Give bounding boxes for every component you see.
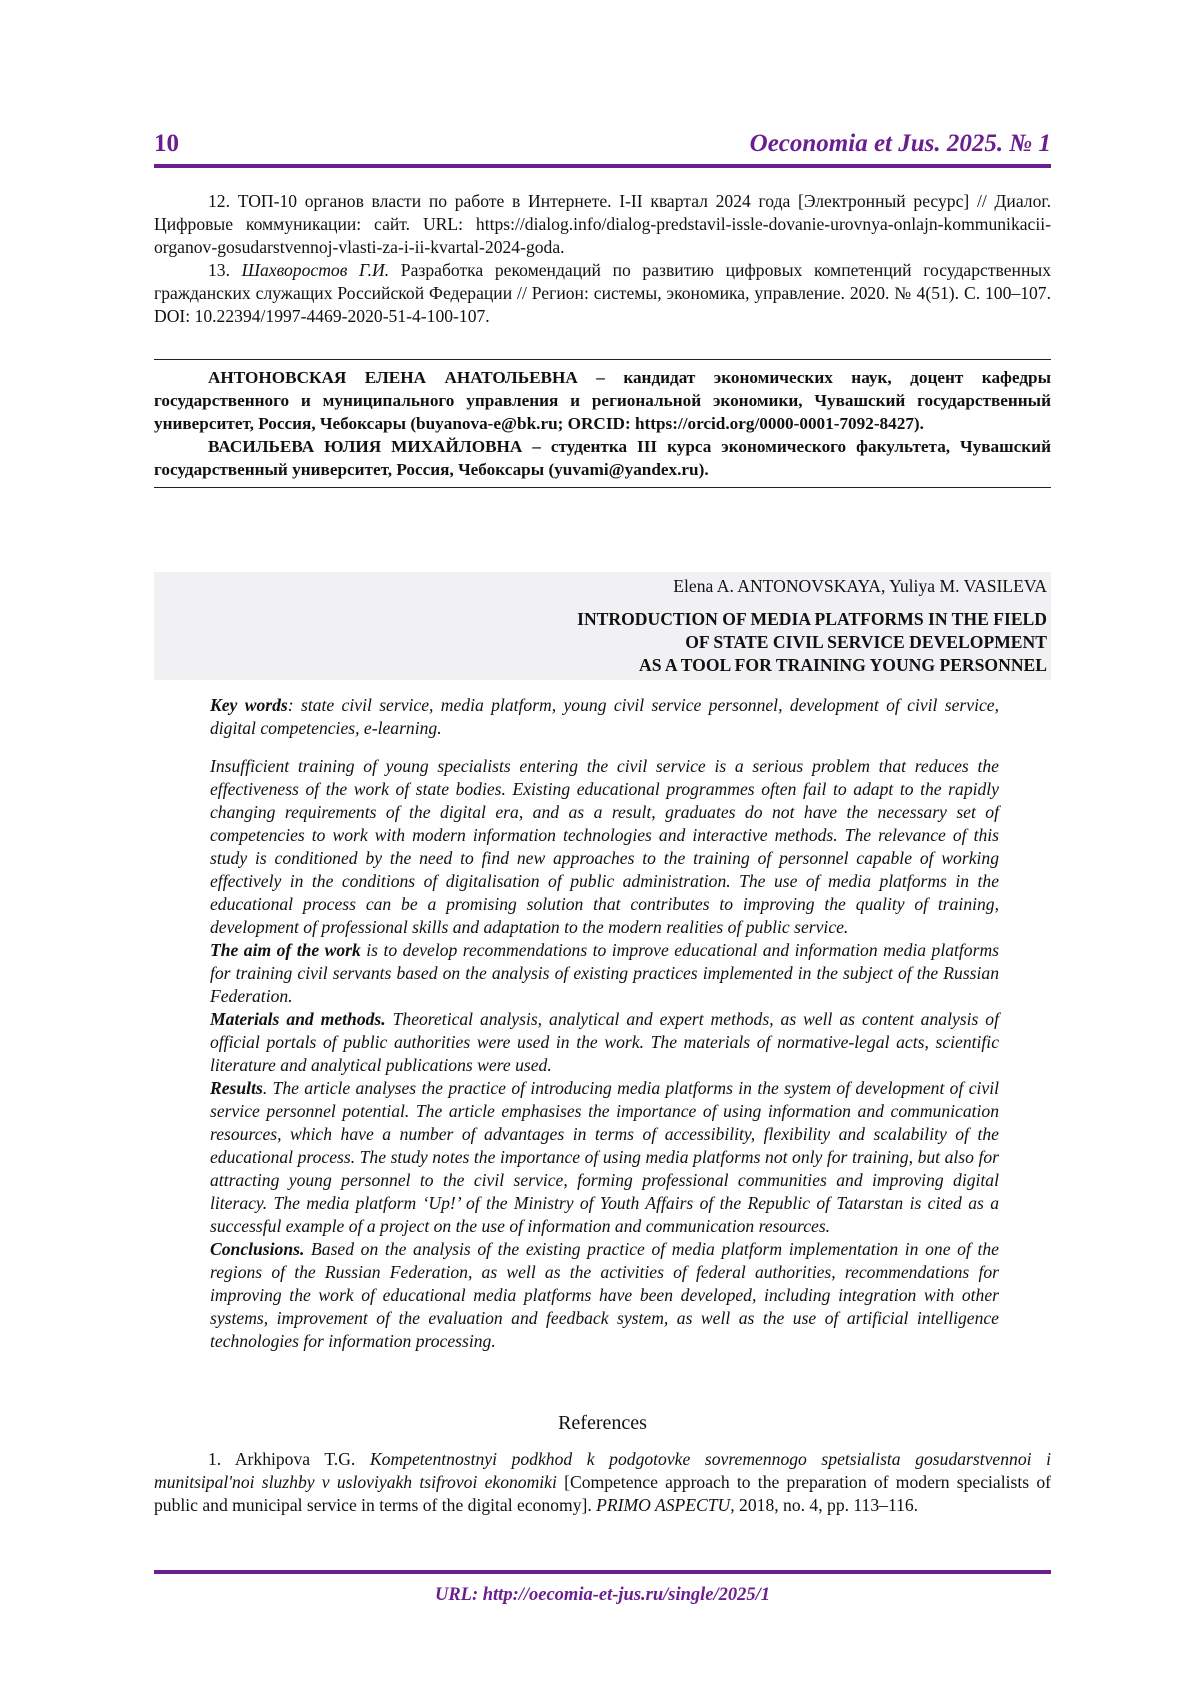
references-continued [154,190,1051,328]
title-line: AS A TOOL FOR TRAINING YOUNG PERSONNEL [638,655,1047,675]
reference-12 [154,190,1051,259]
materials-text: Theoretical analysis, analytical and expert methods, as well as content analysis of official portals of public authorities were used in the work. The materials of normative-legal acts, scientific literature and analytical publications were used. [210,1009,999,1075]
materials-label: Materials and methods. [210,1009,386,1029]
footer-url[interactable]: URL: http://oecomia-et-jus.ru/single/2025/1 [434,1585,771,1605]
ref-text: Разработка рекомендаций по развитию цифровых компетенций государственных гражданских служащих Российской Федерации // Регион: системы, экономика, управление. 2020. № 4(51). С. 100–107. DOI: 10.22394/1997-4469-2020-51-4-100-107. [154,260,1051,326]
ref-tail: 2018, no. 4, pp. 113–116. [739,1495,919,1515]
ref-text: ТОП-10 органов власти по работе в Интернете. I-II квартал 2024 года [Электронный ресурс] // Диалог. Цифровые коммуникации: сайт. URL: https://dialog.info/dialog-predstavil-issle-dovanie-urovnya-onlajn-kommunikacii-organov-gosudarstvennoj-vlasti-za-i-ii-kvartal-2024-goda. [154,191,1051,257]
results-label: Results [210,1078,263,1098]
abstract-intro: Insufficient training of young specialists entering the civil service is a serious problem that reduces the effectiveness of the work of state bodies. Existing educational programmes often fail to adapt to the rapidly changing requirements of the digital era, and as a result, graduates do not have the necessary set of competencies to work with modern information technologies and interactive methods. The relevance of this study is conditioned by the need to find new approaches to the training of personnel capable of working effectively in the conditions of digitalisation of public administration. The use of media platforms in the educational process can be a promising solution that contributes to improving the quality of training, development of professional skills and adaptation to the modern realities of public service. [210,756,999,937]
title-line: OF STATE CIVIL SERVICE DEVELOPMENT [685,632,1047,652]
ref-journal: PRIMO ASPECTU, [596,1495,735,1515]
references-list [154,1448,1051,1517]
abstract [210,694,999,1353]
abstract-materials [210,1008,999,1077]
ref-title: Kompetentnostnyi podkhod k podgotovke sovremennogo spetsialista gosudarstvennoi i munitsipal'noi sluzhby v usloviyakh tsifrovoi ekonomiki [154,1449,1052,1492]
keywords-label: Key words [210,695,288,715]
author-info-box [154,359,1051,488]
keywords-text: : state civil service, media platform, young civil service personnel, development of civil service, digital competencies, e-learning. [210,695,999,738]
header-rule [154,164,1051,168]
english-title-block [154,572,1051,680]
ref-translation: [Competence approach to the preparation of modern specialists of public and municipal service in terms of the digital economy]. [154,1472,1051,1515]
aim-text: is to develop recommendations to improve educational and information media platforms for training civil servants based on the analysis of existing practices implemented in the subject of the Russian Federation. [210,940,1000,1006]
page-header [154,130,1051,162]
keywords [210,694,999,740]
ref-author: Arkhipova T.G. [234,1449,356,1469]
english-authors: Elena A. ANTONOVSKAYA, Yuliya M. VASILEVA [673,576,1047,596]
author-1: АНТОНОВСКАЯ ЕЛЕНА АНАТОЛЬЕВНА – кандидат экономических наук, доцент кафедры государственного и муниципального управления и региональной экономики, Чувашский государственный университет, Россия, Чебоксары (buyanova-e@bk.ru; ORCID: https://orcid.org/0000-0001-7092-8427). [154,368,1051,433]
ref-num: 12. [208,191,230,211]
ref-num: 13. [208,260,230,280]
title-line: INTRODUCTION OF MEDIA PLATFORMS IN THE FIELD [577,609,1047,629]
references-heading: References [558,1412,647,1434]
abstract-conclusions [210,1238,999,1353]
aim-label: The aim of the work [210,940,361,960]
results-text: . The article analyses the practice of introducing media platforms in the system of development of civil service personnel potential. The article emphasises the importance of using information and communication resources, which have a number of advantages in terms of accessibility, flexibility and scalability of the educational process. The study notes the importance of using media platforms not only for training, but also for attracting young personnel to the civil service, forming professional communities and improving digital literacy. The media platform ‘Up!’ of the Ministry of Youth Affairs of the Republic of Tatarstan is cited as a successful example of a project on the use of information and communication resources. [210,1078,999,1236]
reference-13 [154,259,1051,328]
conclusions-label: Conclusions. [210,1239,305,1259]
abstract-aim [210,939,999,1008]
author-2: ВАСИЛЬЕВА ЮЛИЯ МИХАЙЛОВНА – студентка III курса экономического факультета, Чувашский государственный университет, Россия, Чебоксары (yuvami@yandex.ru). [154,437,1051,479]
footer-rule [154,1570,1051,1574]
english-title [577,608,1047,677]
page-number: 10 [154,130,179,157]
ref-author: Шахворостов Г.И. [241,260,390,280]
journal-title: Oeconomia et Jus. 2025. № 1 [749,130,1051,157]
conclusions-text: Based on the analysis of the existing practice of media platform implementation in one of the regions of the Russian Federation, as well as the activities of federal authorities, recommendations for improving the work of educational media platforms have been developed, including integration with other systems, improvement of the evaluation and feedback system, as well as the use of artificial intelligence technologies for information processing. [210,1239,999,1351]
reference-1 [154,1448,1051,1517]
abstract-results [210,1077,999,1238]
ref-num: 1. [208,1449,222,1469]
